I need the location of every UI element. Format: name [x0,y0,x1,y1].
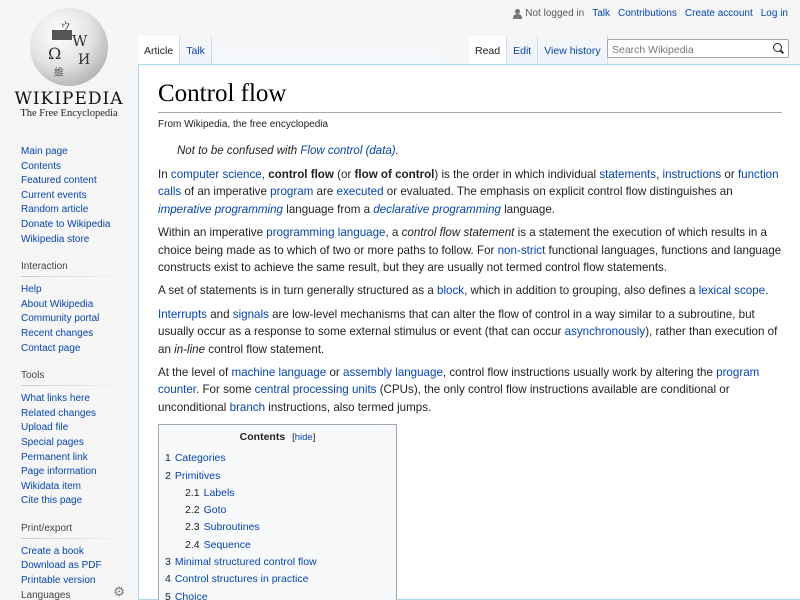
link-central-processing-units[interactable]: central processing units [254,383,377,397]
link-machine-language[interactable]: machine language [231,366,327,380]
sidebar-item-about-wikipedia[interactable]: About Wikipedia [21,298,94,310]
site-subtitle: From Wikipedia, the free encyclopedia [158,119,329,130]
interaction-heading: Interaction [21,259,125,277]
user-icon [513,9,522,19]
article-body [158,166,800,600]
navigation-portal [0,140,138,247]
link-program[interactable]: program [270,185,314,199]
wikipedia-logo[interactable] [0,0,138,130]
sidebar-item-cite-this-page[interactable]: Cite this page [21,495,83,507]
print-export-heading: Print/export [21,521,125,539]
hatnote: Not to be confused with Flow control (data). [177,145,399,157]
talk-link[interactable]: Talk [592,8,610,19]
toc-item[interactable]: 4 Control structures in practice [165,573,309,586]
page-title: Control flow [158,79,782,113]
link-interrupts[interactable]: Interrupts [158,307,207,321]
table-of-contents: Contents [hide] 1 Categories 2 Primitives 2.1 Labels 2.2 Goto 2.3 Subroutines 2.4 Sequence 3 Minimal structured control flow 4 Control structures in practice 5 Choice [158,424,397,600]
sidebar-item-current-events[interactable]: Current events [21,189,87,201]
search-input[interactable] [608,42,768,59]
link-statements[interactable]: statements [599,168,657,181]
toc-item[interactable]: 3 Minimal structured control flow [165,556,317,569]
toc-item[interactable]: 2.2 Goto [185,504,227,517]
flow-control-data-link[interactable]: Flow control (data) [300,145,396,157]
logo-tagline: The Free Encyclopedia [20,108,118,119]
toc-item[interactable]: 2.3 Subroutines [185,521,260,534]
contributions-link[interactable]: Contributions [618,8,677,19]
sidebar-item-upload-file[interactable]: Upload file [21,422,69,434]
sidebar-item-page-information[interactable]: Page information [21,466,97,478]
sidebar-item-wikipedia-store[interactable]: Wikipedia store [21,233,90,245]
link-assembly-language[interactable]: assembly language [343,366,443,380]
paragraph-interrupts: Interrupts and signals are low-level mechanisms that can alter the flow of control in a way similar to a subroutine, but usually occur as a response to some external stimulus or event (that can occur asynchronously), rather than execution of an in-line control flow statement. [158,307,778,356]
anonymous-status: Not logged in [513,8,584,19]
sidebar-item-permanent-link[interactable]: Permanent link [21,451,88,463]
link-asynchronously[interactable]: asynchronously [564,325,646,339]
search-icon[interactable] [773,43,784,54]
logo-wordmark: WIKIPEDIA [14,89,124,109]
tab-view-history[interactable]: View history [538,36,607,65]
paragraph-statement: Within an imperative programming language, a control flow statement is a statement the execution of which results in a choice being made as to which of two or more paths to follow. For non-strict functional languages, functions and language constructs exist to achieve the same result, but they are usually not termed control flow statements. [158,226,782,275]
personal-tools [513,8,788,19]
sidebar-item-what-links-here[interactable]: What links here [21,393,90,405]
toc-item[interactable]: 5 Choice [165,590,208,600]
toc-item[interactable]: 2 Primitives [165,469,221,482]
interaction-portal [0,259,138,356]
sidebar-item-contents[interactable]: Contents [21,160,62,172]
paragraph-intro: In computer science, control flow (or flow of control) is the order in which individual statements, instructions or function calls of an imperative program are executed or evaluated. The emphasis on explicit control flow distinguishes an imperative programming language from a declarative programming language. [158,168,779,216]
tools-portal [0,368,138,509]
sidebar-item-special-pages[interactable]: Special pages [21,436,84,448]
sidebar-item-featured-content[interactable]: Featured content [21,175,97,187]
link-lexical-scope[interactable]: lexical scope [698,284,766,298]
sidebar-item-random-article[interactable]: Random article [21,204,89,216]
toc-item[interactable]: 2.4 Sequence [185,538,251,551]
sidebar-item-contact-page[interactable]: Contact page [21,342,81,354]
tab-talk[interactable]: Talk [180,36,212,65]
tab-article[interactable]: Article [138,36,180,65]
create-account-link[interactable]: Create account [684,8,753,19]
paragraph-machine-level: At the level of machine language or assembly language, control flow instructions usually work by altering the program counter. For some central processing units (CPUs), the only control flow instructions available are conditional or unconditional branch instructions, also termed jumps. [158,366,760,414]
sidebar [0,140,138,600]
toc-heading: Contents [239,431,286,444]
sidebar-item-community-portal[interactable]: Community portal [21,313,100,325]
sidebar-item-main-page[interactable]: Main page [21,146,68,157]
tab-read[interactable]: Read [469,36,507,65]
languages-heading: Languages [21,590,71,600]
link-computer-science[interactable]: computer science [170,168,262,181]
sidebar-item-create-a-book[interactable]: Create a book [21,545,84,557]
link-instructions[interactable]: instructions [662,168,722,181]
sidebar-item-printable-version[interactable]: Printable version [21,575,96,587]
link-declarative-programming[interactable]: declarative programming [373,202,501,216]
tools-heading: Tools [21,368,125,386]
log-in-link[interactable]: Log in [760,8,788,19]
sidebar-item-download-pdf[interactable]: Download as PDF [21,560,102,572]
gear-icon[interactable]: ⚙ [113,584,125,599]
tab-edit[interactable]: Edit [507,36,538,65]
sidebar-item-related-changes[interactable]: Related changes [21,407,97,419]
sidebar-item-recent-changes[interactable]: Recent changes [21,327,94,339]
link-function-calls[interactable]: function calls [158,168,779,199]
sidebar-item-donate[interactable]: Donate to Wikipedia [21,218,111,230]
search-box [607,39,789,58]
link-block[interactable]: block [437,284,465,298]
toc-item[interactable]: 1 Categories [165,452,226,465]
link-programming-language[interactable]: programming language [266,226,386,240]
toc-hide-toggle[interactable]: hide [294,432,313,444]
namespace-tabs [138,36,445,65]
link-signals[interactable]: signals [232,307,269,321]
languages-portal [21,584,125,600]
sidebar-item-wikidata-item[interactable]: Wikidata item [21,480,82,492]
link-imperative-programming[interactable]: imperative programming [158,202,284,216]
sidebar-item-help[interactable]: Help [21,284,42,296]
toc-item[interactable]: 2.1 Labels [185,486,235,499]
link-program-counter[interactable]: program counter [158,366,760,397]
view-tabs [469,36,608,65]
link-branch[interactable]: branch [229,400,266,414]
print-export-portal [0,521,138,589]
link-non-strict[interactable]: non-strict [497,243,546,257]
paragraph-block: A set of statements is in turn generally structured as a block, which in addition to grouping, also defines a lexical scope. [158,284,769,298]
puzzle-globe-icon: Ω W И ウ 維 [30,8,108,86]
article-content [138,64,800,600]
link-executed[interactable]: executed [336,185,384,199]
